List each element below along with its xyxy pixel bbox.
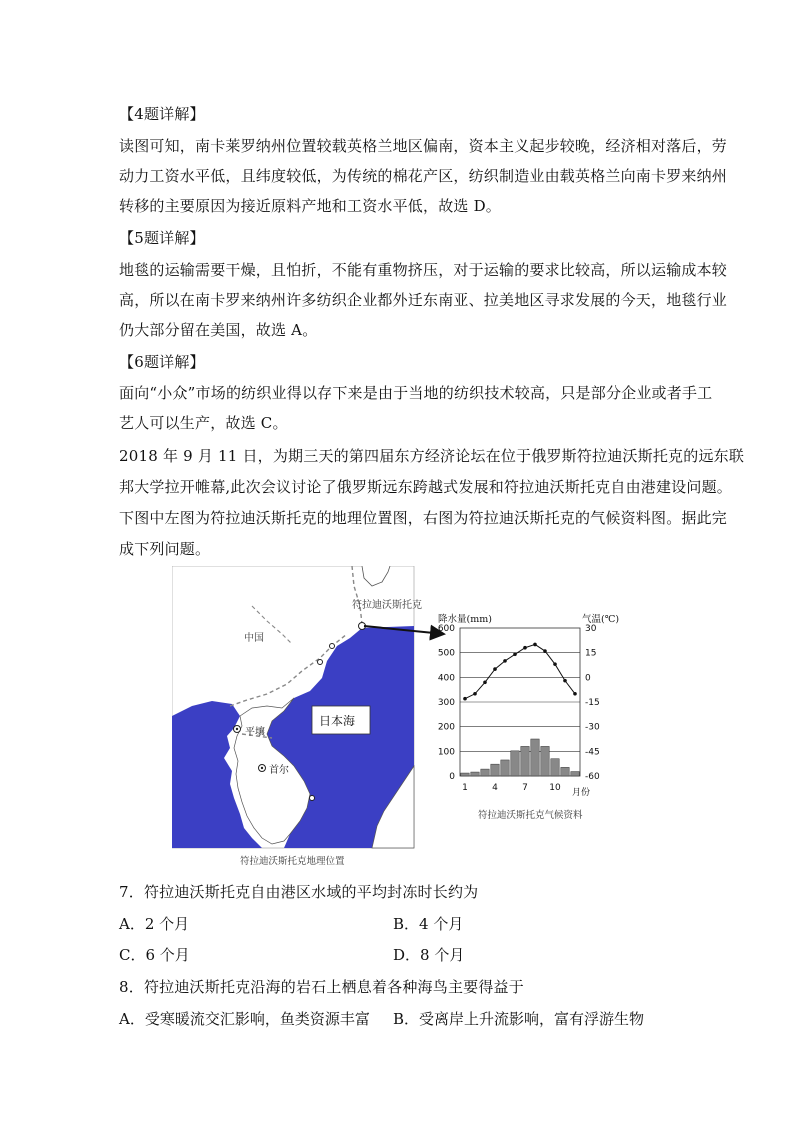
left-tick-label: 300	[437, 698, 455, 708]
left-tick-label: 600	[437, 624, 455, 634]
precipitation-bar-month-8	[531, 739, 539, 776]
precipitation-bar-month-1	[461, 773, 469, 776]
question-8-stem: 8．符拉迪沃斯托克沿海的岩石上栖息着各种海鸟主要得益于	[119, 978, 524, 996]
temperature-point-month-12	[573, 692, 577, 696]
map-caption: 符拉迪沃斯托克地理位置	[240, 856, 345, 867]
coast-dot-3	[310, 796, 315, 801]
right-tick-label: 30	[585, 624, 597, 634]
heading-q6: 【6题详解】	[119, 353, 205, 371]
map-label-vladivostok: 符拉迪沃斯托克	[352, 600, 422, 611]
right-tick-label: -15	[585, 698, 600, 708]
chart-caption: 符拉迪沃斯托克气候资料	[478, 810, 583, 821]
temperature-point-month-5	[503, 659, 507, 663]
paragraph-q5-line1: 地毯的运输需要干燥，且怕折，不能有重物挤压，对于运输的要求比较高，所以运输成本较	[119, 261, 728, 279]
precipitation-bar-month-9	[541, 746, 549, 776]
chart-x-ticks	[462, 783, 561, 793]
paragraph-q4-line2: 动力工资水平低，且纬度较低，为传统的棉花产区，纺织制造业由载英格兰向南卡罗来纳州	[119, 167, 728, 185]
paragraph-q6-line2: 艺人可以生产，故选 C。	[119, 414, 288, 432]
map-label-pyongyang: 平壤	[245, 727, 265, 738]
intro-line1: 2018 年 9 月 11 日，为期三天的第四届东方经济论坛在位于俄罗斯符拉迪沃斯托克的远东联	[119, 447, 745, 465]
question-8-option-b[interactable]: B．受离岸上升流影响，富有浮游生物	[393, 1010, 645, 1028]
chart-left-axis-label: 降水量(mm)	[438, 614, 492, 625]
seoul-marker-center	[261, 767, 263, 769]
intro-line3: 下图中左图为符拉迪沃斯托克的地理位置图，右图为符拉迪沃斯托克的气候资料图。据此完	[119, 509, 728, 527]
precipitation-bar-month-12	[571, 772, 579, 776]
precipitation-bar-month-3	[481, 769, 489, 776]
left-tick-label: 500	[437, 648, 455, 659]
coast-dot-2	[318, 660, 323, 665]
climate-chart	[438, 624, 600, 793]
precipitation-bar-month-5	[501, 760, 509, 776]
x-tick-label: 10	[549, 783, 561, 793]
question-7-option-b[interactable]: B．4 个月	[393, 915, 464, 933]
precipitation-bar-month-11	[561, 767, 569, 776]
left-tick-label: 200	[437, 722, 455, 733]
chart-right-axis-label: 气温(℃)	[582, 614, 620, 625]
coast-dot-1	[330, 644, 335, 649]
right-tick-label: 15	[585, 648, 597, 659]
paragraph-q4-line1: 读图可知，南卡莱罗纳州位置较载英格兰地区偏南，资本主义起步较晚，经济相对落后，劳	[119, 137, 728, 155]
heading-q4: 【4题详解】	[119, 105, 205, 123]
map-label-sea: 日本海	[319, 714, 356, 728]
precipitation-bar-month-4	[491, 764, 499, 776]
chart-left-ticks	[438, 624, 455, 782]
question-7-stem: 7．符拉迪沃斯托克自由港区水域的平均封冻时长约为	[119, 883, 479, 901]
temperature-point-month-11	[563, 679, 567, 683]
right-tick-label: 0	[585, 673, 591, 684]
temperature-point-month-10	[553, 662, 557, 666]
precipitation-bar-month-2	[471, 772, 479, 776]
pyongyang-marker-center	[236, 728, 238, 730]
precipitation-bar-month-10	[551, 759, 559, 776]
right-tick-label: -60	[585, 772, 600, 782]
figure-svg	[172, 566, 622, 871]
question-7-option-d[interactable]: D．8 个月	[393, 946, 465, 964]
left-tick-label: 0	[449, 772, 455, 782]
heading-q5: 【5题详解】	[119, 229, 205, 247]
question-7-option-c[interactable]: C．6 个月	[119, 946, 190, 964]
paragraph-q5-line3: 仍大部分留在美国，故选 A。	[119, 321, 318, 339]
question-8-option-a[interactable]: A．受寒暖流交汇影响，鱼类资源丰富	[119, 1010, 370, 1028]
temperature-point-month-7	[523, 646, 527, 650]
map-label-china: 中国	[244, 633, 264, 644]
figure	[172, 566, 622, 871]
left-tick-label: 100	[437, 747, 455, 758]
right-tick-label: -45	[585, 747, 600, 758]
temperature-point-month-9	[543, 649, 547, 653]
paragraph-q5-line2: 高，所以在南卡罗来纳州许多纺织企业都外迁东南亚、拉美地区寻求发展的今天，地毯行业	[119, 291, 728, 309]
intro-line4: 成下列问题。	[119, 540, 211, 558]
paragraph-q4-line3: 转移的主要原因为接近原料产地和工资水平低，故选 D。	[119, 197, 501, 215]
precipitation-bar-month-7	[521, 746, 529, 776]
paragraph-q6-line1: 面向“小众”市场的纺织业得以存下来是由于当地的纺织技术较高，只是部分企业或者手工	[119, 384, 713, 402]
temperature-point-month-3	[483, 680, 487, 684]
right-tick-label: -30	[585, 722, 600, 733]
chart-x-axis-label: 月份	[572, 788, 591, 798]
precipitation-bar-month-6	[511, 751, 519, 776]
chart-right-ticks	[585, 624, 600, 782]
x-tick-label: 4	[492, 783, 498, 793]
map-label-seoul: 首尔	[269, 765, 289, 776]
temperature-point-month-2	[473, 692, 477, 696]
question-7-option-a[interactable]: A．2 个月	[119, 915, 190, 933]
x-tick-label: 1	[462, 783, 468, 793]
x-tick-label: 7	[522, 783, 528, 793]
temperature-point-month-4	[493, 667, 497, 671]
temperature-point-month-8	[533, 643, 537, 647]
temperature-point-month-6	[513, 653, 517, 657]
intro-line2: 邦大学拉开帷幕,此次会议讨论了俄罗斯远东跨越式发展和符拉迪沃斯托克自由港建设问题。	[119, 478, 732, 496]
left-tick-label: 400	[437, 673, 455, 684]
temperature-point-month-1	[463, 697, 467, 701]
